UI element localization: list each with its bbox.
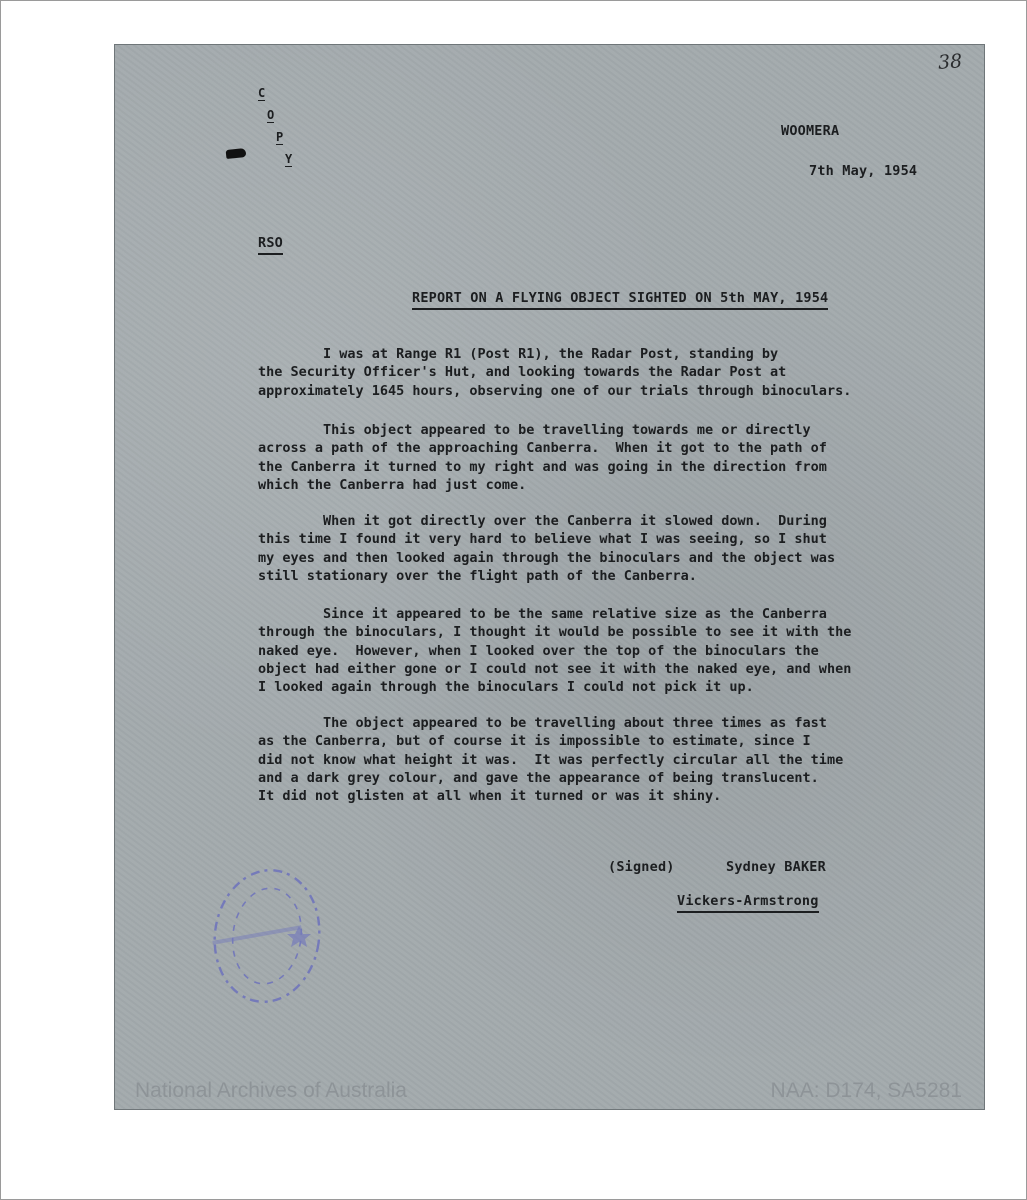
paragraph-4 — [258, 605, 851, 696]
paragraph-line: which the Canberra had just come. — [258, 476, 527, 493]
paragraph-1 — [258, 345, 851, 400]
paragraph-line: and a dark grey colour, and gave the appearance of being translucent. — [258, 769, 819, 786]
paragraph-line: across a path of the approaching Canberra. When it got to the path of — [258, 440, 827, 457]
ink-blot — [226, 148, 247, 159]
folio-number: 38 — [937, 50, 963, 74]
watermark-left: National Archives of Australia — [135, 1079, 407, 1102]
watermark-right: NAA: D174, SA5281 — [770, 1079, 962, 1102]
paragraph-line: It did not glisten at all when it turned or was it shiny. — [258, 788, 722, 805]
place-name: WOOMERA — [781, 123, 840, 139]
document-date: 7th May, 1954 — [809, 163, 918, 179]
received-stamp-graphic — [197, 860, 327, 1010]
paragraph-line: The object appeared to be travelling about three times as fast — [258, 715, 827, 731]
signed-label: (Signed) — [608, 859, 675, 875]
paragraph-line: did not know what height it was. It was perfectly circular all the time — [258, 751, 844, 768]
paragraph-line: When it got directly over the Canberra it slowed down. During — [258, 513, 827, 529]
copy-letter: Y — [285, 152, 293, 166]
received-stamp — [197, 860, 327, 1010]
copy-letter: P — [276, 130, 284, 144]
report-subject: REPORT ON A FLYING OBJECT SIGHTED ON 5th MAY, 1954 — [412, 290, 828, 310]
paragraph-line: my eyes and then looked again through the binoculars and the object was — [258, 549, 836, 566]
paragraph-line: naked eye. However, when I looked over the top of the binoculars the — [258, 642, 819, 659]
copy-mark — [258, 87, 298, 177]
paragraph-line: as the Canberra, but of course it is impossible to estimate, since I — [258, 733, 811, 750]
paragraph-line: I was at Range R1 (Post R1), the Radar Post, standing by — [258, 346, 779, 362]
paragraph-5 — [258, 714, 843, 805]
paragraph-3 — [258, 512, 835, 585]
document-sheet — [114, 44, 985, 1110]
paragraph-2 — [258, 421, 827, 494]
paragraph-line: this time I found it very hard to believe what I was seeing, so I shut — [258, 531, 827, 548]
paragraph-line: still stationary over the flight path of the Canberra. — [258, 567, 697, 584]
copy-letter: C — [258, 86, 266, 100]
paragraph-line: the Security Officer's Hut, and looking towards the Radar Post at — [258, 364, 787, 381]
signatory-name: Sydney BAKER — [726, 859, 826, 875]
paragraph-line: the Canberra it turned to my right and was going in the direction from — [258, 458, 827, 475]
paragraph-line: object had either gone or I could not see it with the naked eye, and when — [258, 660, 852, 677]
addressee: RSO — [258, 235, 283, 255]
paragraph-line: Since it appeared to be the same relative size as the Canberra — [258, 606, 827, 622]
organisation-name: Vickers-Armstrong — [677, 893, 819, 913]
paragraph-line: This object appeared to be travelling towards me or directly — [258, 422, 811, 438]
paragraph-line: I looked again through the binoculars I could not pick it up. — [258, 679, 754, 696]
paragraph-line: through the binoculars, I thought it would be possible to see it with the — [258, 624, 852, 641]
paragraph-line: approximately 1645 hours, observing one of our trials through binoculars. — [258, 382, 852, 399]
copy-letter: O — [267, 108, 275, 122]
